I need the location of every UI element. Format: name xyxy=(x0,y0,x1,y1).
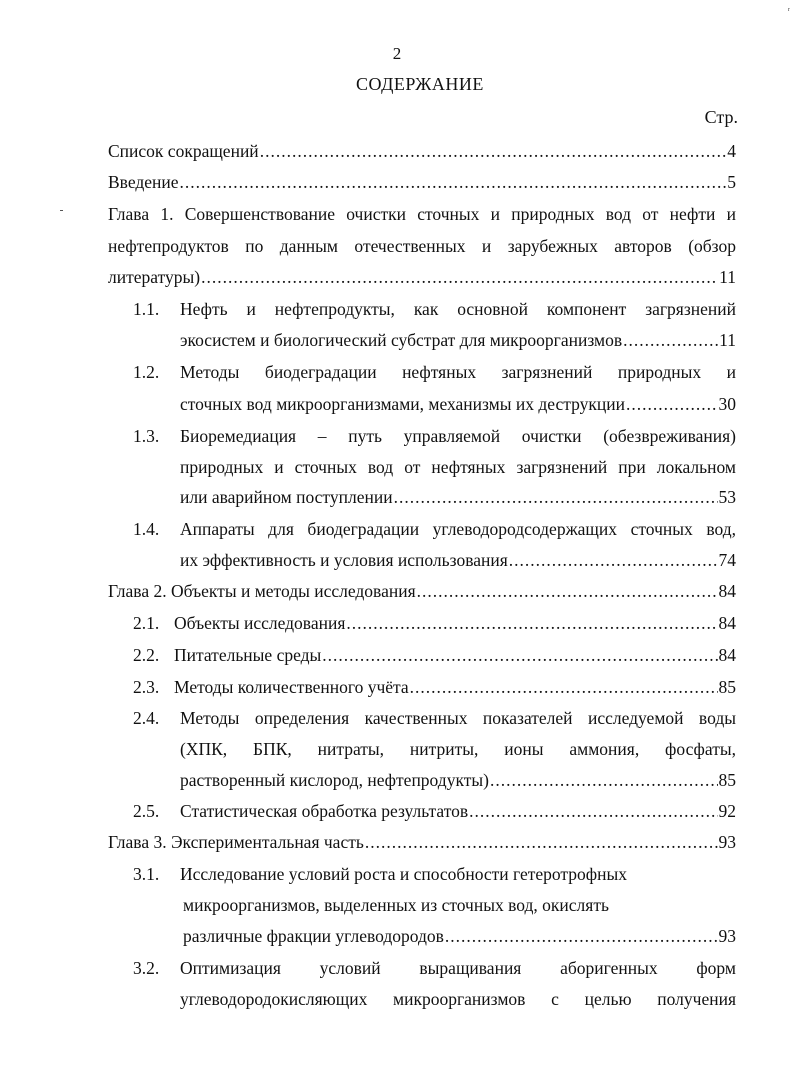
toc-page-number: 92 xyxy=(718,801,736,821)
toc-section-number: 1.3. xyxy=(133,426,160,446)
page-number: 2 xyxy=(392,44,402,63)
toc-section-2-4-line-1: Методы определения качественных показателей исследуемой воды xyxy=(180,708,736,728)
toc-chapter-1-line-1: Глава 1. Совершенствование очистки сточных и природных вод от нефти и xyxy=(108,204,736,224)
toc-page-number: 85 xyxy=(718,770,736,790)
toc-section-1-2-line-2: сточных вод микроорганизмами, механизмы их деструкции ..... 30 xyxy=(180,392,736,416)
toc-section-number: 3.1. xyxy=(133,864,160,884)
toc-chapter-2: Глава 2. Объекты и методы исследования ..... 84 xyxy=(108,579,736,603)
toc-section-1-1-line-2: экосистем и биологический субстрат для микроорганизмов ..... 11 xyxy=(180,328,736,352)
toc-section-number: 2.5. xyxy=(133,801,160,821)
toc-page-number: 53 xyxy=(718,487,736,507)
toc-section-1-3-line-1: Биоремедиация – путь управляемой очистки (обезвреживания) xyxy=(180,426,736,446)
toc-section-1-2-line-1: Методы биодеградации нефтяных загрязнений природных и xyxy=(180,362,736,382)
toc-page-number: 4 xyxy=(727,141,736,161)
toc-chapter-1-line-2: нефтепродуктов по данным отечественных и зарубежных авторов (обзор xyxy=(108,236,736,256)
toc-section-number: 2.2. xyxy=(133,645,160,665)
toc-section-3-2-line-1: Оптимизация условий выращивания аборигенных форм xyxy=(180,958,736,978)
toc-section-2-4-line-3: растворенный кислород, нефтепродукты) ..... 85 xyxy=(180,768,736,792)
toc-section-2-5: Статистическая обработка результатов ..... 92 xyxy=(180,799,736,823)
toc-section-2-4-line-2: (ХПК, БПК, нитраты, нитриты, ионы аммония, фосфаты, xyxy=(180,739,736,759)
toc-section-1-3-line-2: природных и сточных вод от нефтяных загрязнений при локальном xyxy=(180,457,736,477)
toc-page-number: 11 xyxy=(719,330,736,350)
toc-section-1-1-line-1: Нефть и нефтепродукты, как основной компонент загрязнений xyxy=(180,299,736,319)
page-column-label: Стр. xyxy=(704,107,738,127)
toc-section-2-1: Объекты исследования ..... 84 xyxy=(174,611,736,635)
toc-page-number: 11 xyxy=(719,267,736,287)
toc-section-number: 1.4. xyxy=(133,519,160,539)
toc-entry-abbreviations: Список сокращений ..... 4 xyxy=(108,139,736,163)
toc-section-number: 2.1. xyxy=(133,613,160,633)
scan-speck xyxy=(60,210,63,211)
corner-mark: ᵣ xyxy=(787,2,790,13)
toc-page-number: 93 xyxy=(718,832,736,852)
toc-section-3-2-line-2: углеводородокисляющих микроорганизмов с целью получения xyxy=(180,989,736,1009)
toc-section-3-1-line-2: микроорганизмов, выделенных из сточных вод, окислять xyxy=(183,895,609,915)
toc-page-number: 30 xyxy=(718,394,736,414)
toc-section-3-1-line-3: различные фракции углеводородов ..... 93 xyxy=(183,924,736,948)
toc-section-1-3-line-3: или аварийном поступлении ..... 53 xyxy=(180,485,736,509)
toc-page-number: 93 xyxy=(718,926,736,946)
toc-chapter-1-line-3: литературы) ..... 11 xyxy=(108,265,736,289)
toc-page-number: 84 xyxy=(718,613,736,633)
toc-page-number: 84 xyxy=(718,645,736,665)
toc-section-number: 1.2. xyxy=(133,362,160,382)
toc-entry-introduction: Введение ..... 5 xyxy=(108,170,736,194)
toc-page-number: 74 xyxy=(718,550,736,570)
toc-section-2-3: Методы количественного учёта ..... 85 xyxy=(174,675,736,699)
toc-page-number: 84 xyxy=(718,581,736,601)
toc-section-1-4-line-2: их эффективность и условия использования ..... 74 xyxy=(180,548,736,572)
toc-section-number: 3.2. xyxy=(133,958,160,978)
toc-section-1-4-line-1: Аппараты для биодеградации углеводородсодержащих сточных вод, xyxy=(180,519,736,539)
toc-section-2-2: Питательные среды ..... 84 xyxy=(174,643,736,667)
toc-section-3-1-line-1: Исследование условий роста и способности гетеротрофных xyxy=(180,864,628,884)
toc-section-number: 1.1. xyxy=(133,299,160,319)
toc-chapter-3: Глава 3. Экспериментальная часть ..... 93 xyxy=(108,830,736,854)
toc-page-number: 5 xyxy=(727,172,736,192)
page-title: СОДЕРЖАНИЕ xyxy=(356,74,484,94)
toc-section-number: 2.4. xyxy=(133,708,160,728)
toc-section-number: 2.3. xyxy=(133,677,160,697)
toc-page-number: 85 xyxy=(718,677,736,697)
